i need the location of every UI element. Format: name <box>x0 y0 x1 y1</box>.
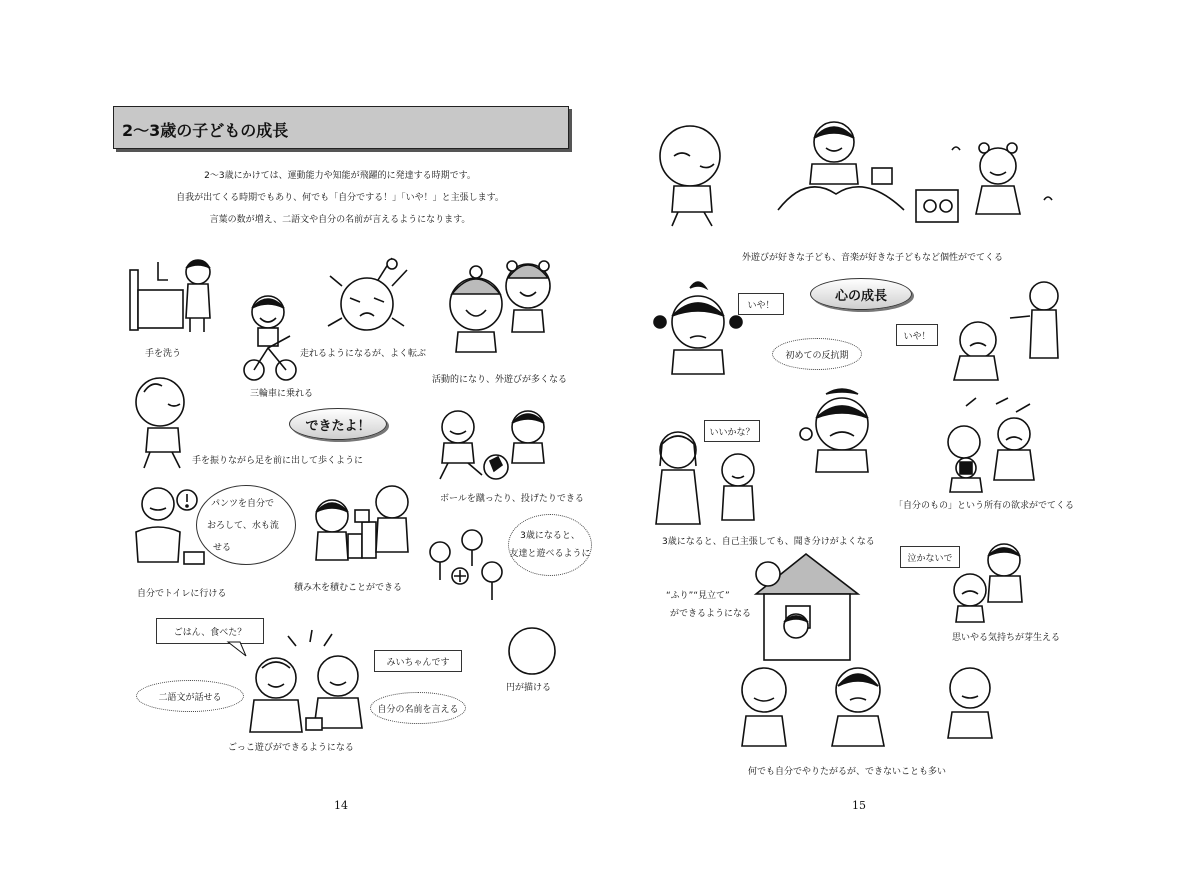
friends-line-1: 3歳になると、 <box>520 531 580 541</box>
wash-hands-illustration <box>128 250 218 340</box>
falling-illustration <box>322 256 417 341</box>
section-title-box <box>113 106 569 149</box>
tricycle-illustration <box>240 290 300 385</box>
sandbox-child-illustration <box>776 114 906 214</box>
caption-circle: 円が描ける <box>506 683 552 693</box>
pouting-child-illustration <box>650 276 750 386</box>
pants-bubble <box>196 485 296 565</box>
drawn-circle-illustration <box>507 626 557 676</box>
page-15 <box>600 0 1200 890</box>
caption-individuality: 外遊びが好きな子ども、音楽が好きな子どもなど個性がでてくる <box>742 253 1004 263</box>
friends-illustration <box>426 526 511 606</box>
caption-wash-hands: 手を洗う <box>145 349 182 359</box>
caption-pretend-bottom: ができるようになる <box>670 609 752 619</box>
caption-active: 活動的になり、外遊びが多くなる <box>432 375 568 385</box>
intro-line-2: 自我が出てくる時期でもあり、何でも「自分でする！」「いや！」と主張します。 <box>176 193 504 203</box>
mii-bubble: みいちゃんです <box>374 650 462 672</box>
friends-bubble <box>508 514 592 576</box>
caption-listen: 3歳になると、自己主張しても、聞き分けがよくなる <box>662 537 875 547</box>
walking-illustration <box>128 372 198 472</box>
friends-line-2: 友達と遊べるように <box>509 549 591 559</box>
music-child-illustration <box>912 130 1062 230</box>
caption-tricycle: 三輪車に乗れる <box>250 389 314 399</box>
active-kids-illustration <box>436 252 561 362</box>
pants-line-2: おろして、水も流 <box>207 521 279 531</box>
name-bubble: 自分の名前を言える <box>370 692 466 724</box>
pants-line-1: パンツを自分で <box>211 499 275 509</box>
nakanaide-bubble: 泣かないで <box>900 546 960 568</box>
nigo-bubble: 二語文が話せる <box>136 680 244 712</box>
rebellion-bubble: 初めての反抗期 <box>772 338 862 370</box>
caption-walk: 手を振りながら足を前に出して歩くように <box>192 456 364 466</box>
caption-caring: 思いやる気持ちが芽生える <box>952 633 1061 643</box>
intro-line-1: 2～3歳にかけては、運動能力や知能が飛躍的に発達する時期です。 <box>204 171 476 181</box>
caption-fall: 走れるようになるが、よく転ぶ <box>300 349 427 359</box>
tantrum-illustration <box>940 268 1060 388</box>
pants-line-3: せる <box>213 543 232 553</box>
caption-ownership: 「自分のもの」という所有の欲求がでてくる <box>894 501 1075 511</box>
doing-myself-illustration <box>730 660 1010 756</box>
kokoro-pill: 心の成長 <box>810 278 912 310</box>
caption-pretend-top: “ふり”“見立て” <box>666 591 730 601</box>
iya-bubble-1: いや！ <box>738 293 784 315</box>
intro-line-3: 言葉の数が増え、二語文や自分の名前が言えるようになります。 <box>209 215 471 225</box>
playhouse-illustration <box>746 548 866 666</box>
ownership-illustration <box>936 398 1046 494</box>
caption-toilet: 自分でトイレに行ける <box>137 589 227 599</box>
section-title: 2～3歳の子どもの成長 <box>122 121 289 140</box>
caption-myself: 何でも自分でやりたがるが、できないことも多い <box>748 767 947 777</box>
caption-blocks: 積み木を積むことができる <box>294 583 403 593</box>
caption-ball: ボールを蹴ったり、投げたりできる <box>440 494 584 504</box>
walking-child-illustration <box>654 120 729 230</box>
blocks-illustration <box>308 480 413 570</box>
gohan-bubble: ごはん、食べた？ <box>156 618 264 644</box>
crying-child-illustration <box>792 384 892 480</box>
ball-kids-illustration <box>432 405 557 485</box>
iikana-bubble: いいかな？ <box>704 420 760 442</box>
caption-pretend: ごっこ遊びができるようになる <box>228 743 354 753</box>
phone-kids-illustration <box>240 628 370 738</box>
page-number-15: 15 <box>852 799 866 812</box>
dekitayo-pill: できたよ！ <box>289 408 387 440</box>
page-number-14: 14 <box>334 799 348 812</box>
comforting-illustration <box>950 540 1036 624</box>
iya-bubble-2: いや！ <box>896 324 938 346</box>
exclamation-icon <box>175 488 199 512</box>
